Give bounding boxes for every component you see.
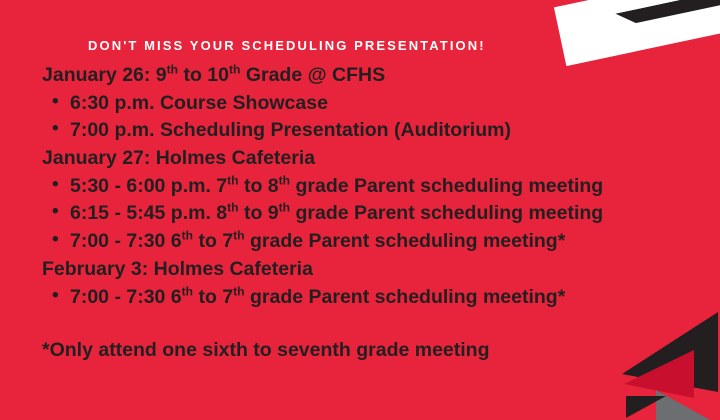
poster-kicker: DON'T MISS YOUR SCHEDULING PRESENTATION!: [88, 38, 486, 53]
schedule-bullet-item: • 7:00 - 7:30 6th to 7th grade Parent scheduling meeting*: [42, 228, 642, 256]
schedule-bullet-item: • 7:00 p.m. Scheduling Presentation (Auditorium): [42, 117, 642, 145]
schedule-bullet-item: • 6:15 - 5:45 p.m. 8th to 9th grade Parent scheduling meeting: [42, 200, 642, 228]
schedule-bullet-item: • 6:30 p.m. Course Showcase: [42, 90, 642, 118]
schedule-bullet-item: • 5:30 - 6:00 p.m. 7th to 8th grade Parent scheduling meeting: [42, 173, 642, 201]
poster-footnote: *Only attend one sixth to seventh grade meeting: [42, 339, 490, 362]
schedule-lines: [42, 62, 642, 311]
schedule-date-heading: January 27: Holmes Cafeteria: [42, 147, 316, 170]
triangle-black-small-icon: [626, 396, 666, 418]
decorative-arrow-cluster: [550, 280, 720, 420]
schedule-date-heading: February 3: Holmes Cafeteria: [42, 257, 313, 280]
schedule-date-heading: January 26: 9th to 10th Grade @ CFHS: [42, 62, 386, 86]
schedule-bullet-item: • 7:00 - 7:30 6th to 7th grade Parent scheduling meeting*: [42, 284, 642, 312]
